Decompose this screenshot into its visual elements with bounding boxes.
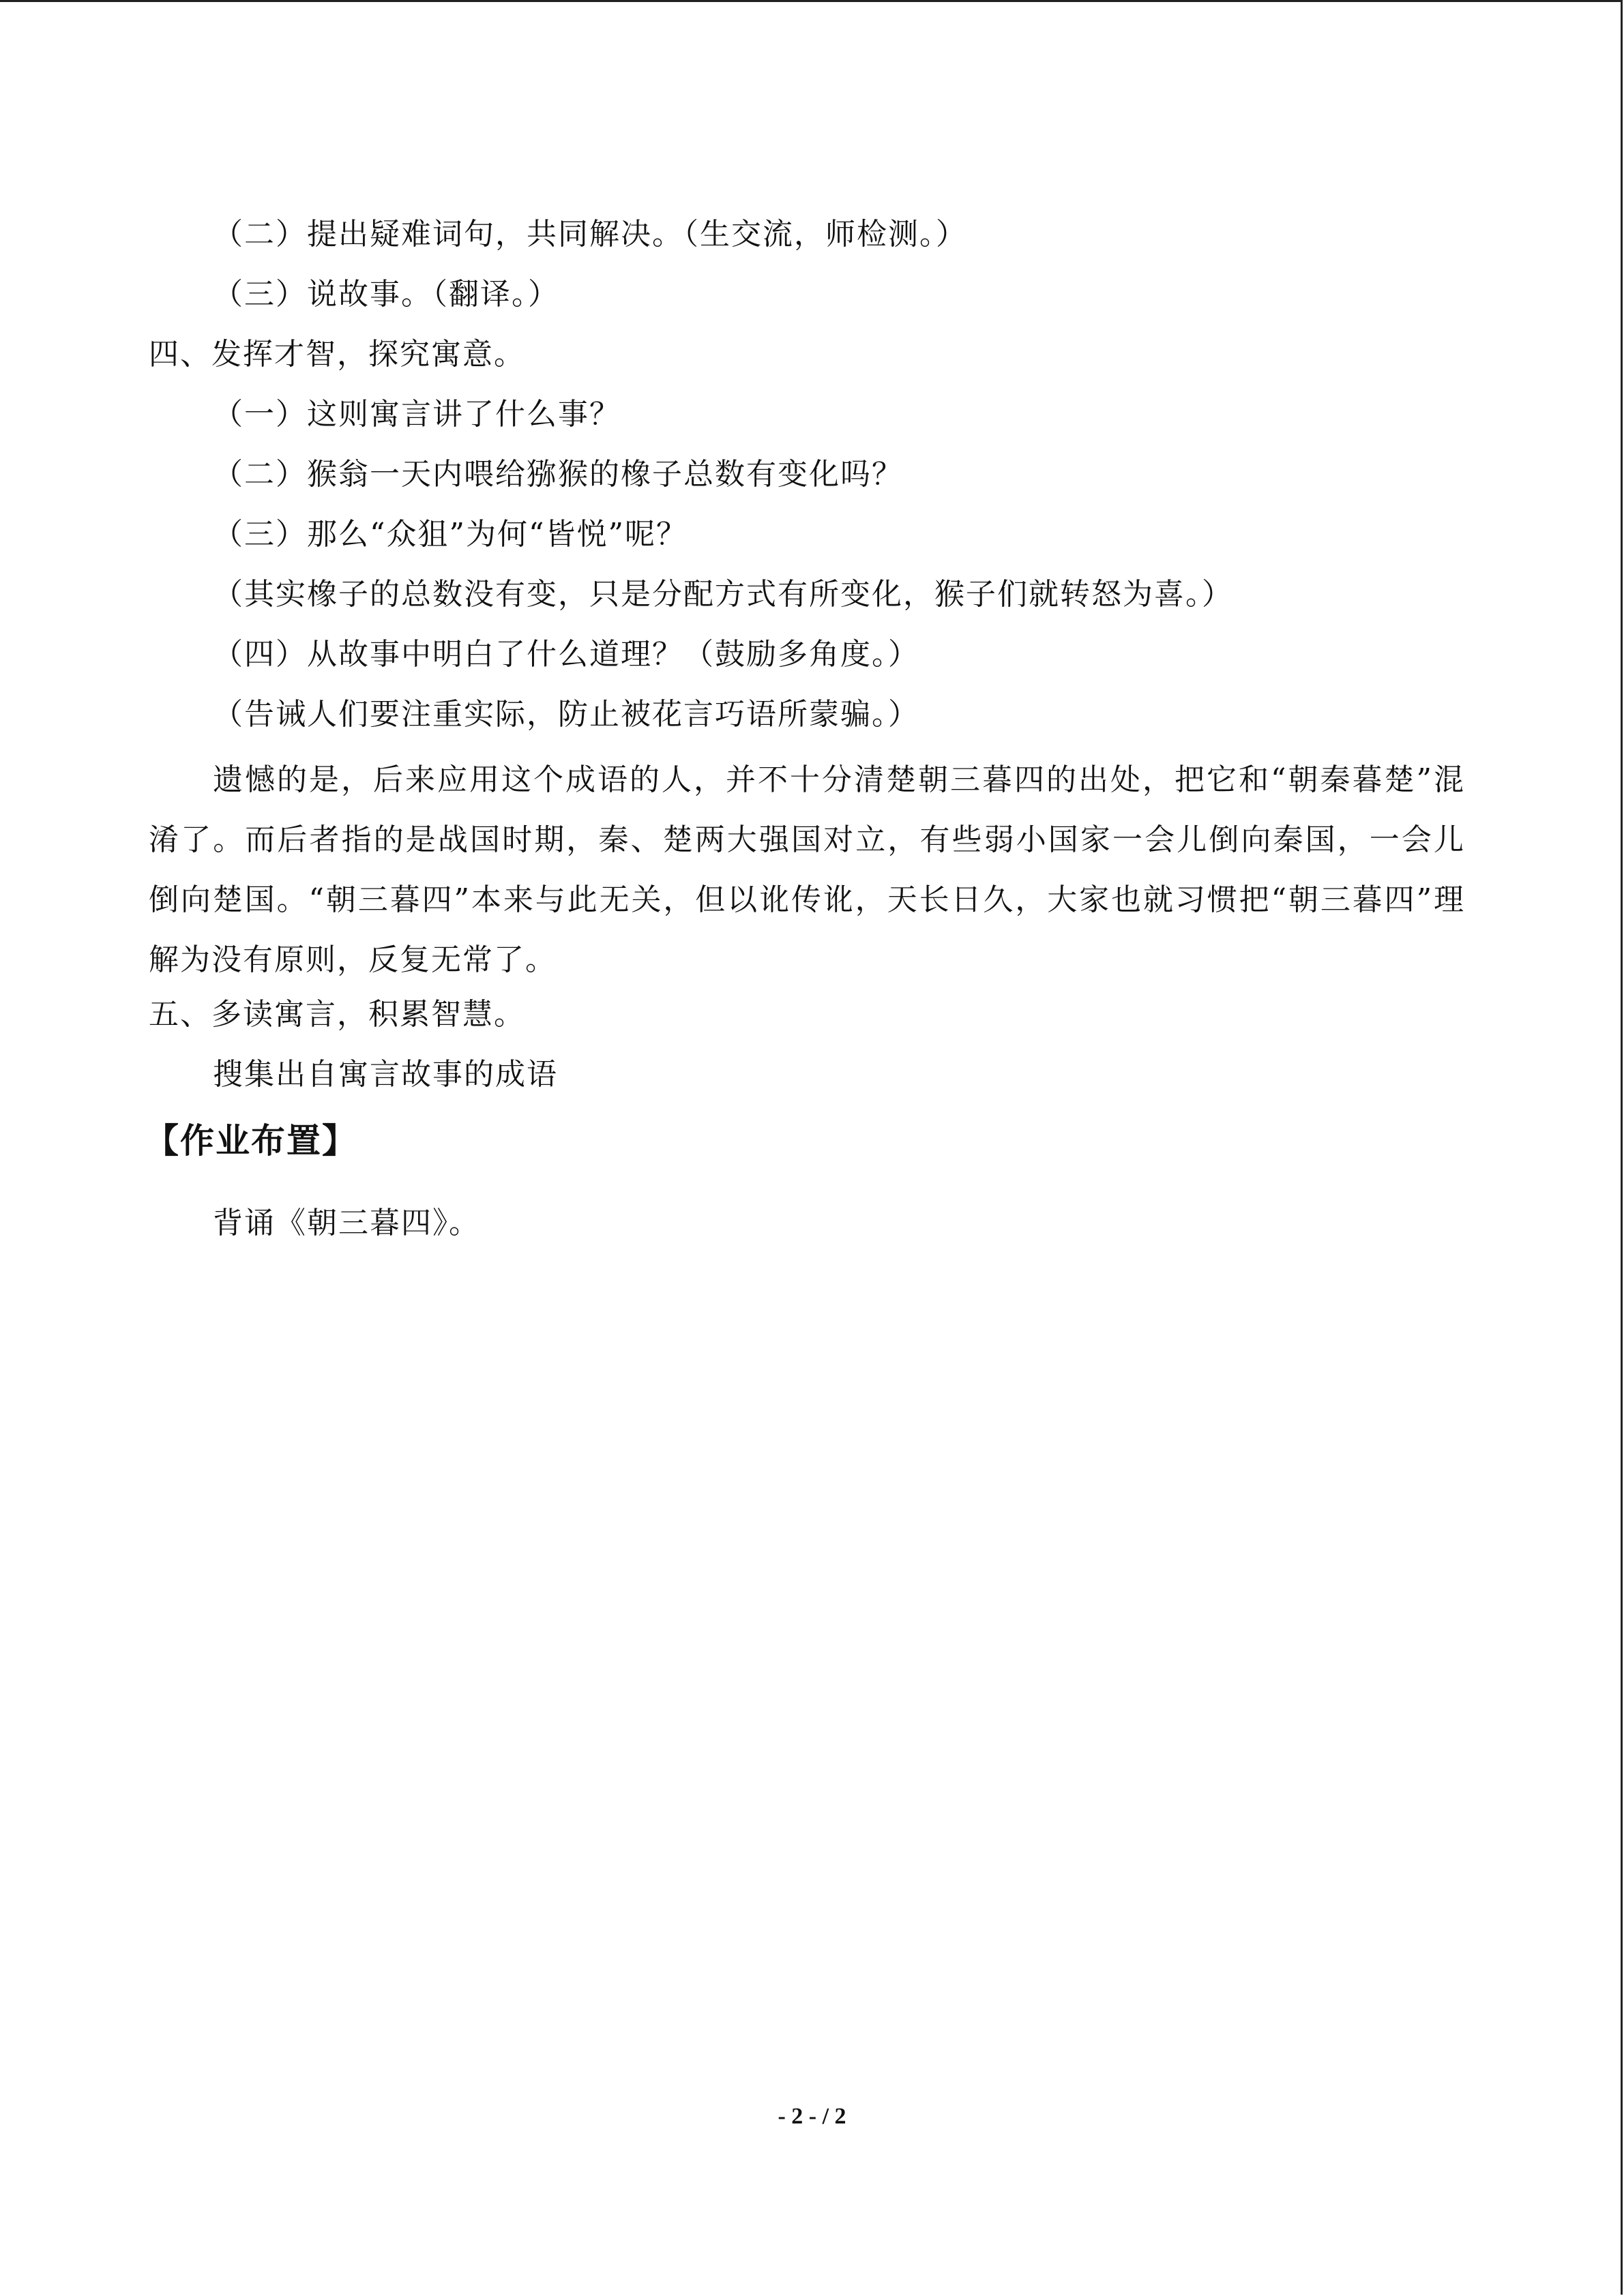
answer-4: （告诫人们要注重实际，防止被花言巧语所蒙骗。） [213,697,919,732]
homework-heading: 【作业布置】 [145,1121,357,1161]
text-line-2: （三）说故事。（翻译。） [213,277,559,312]
question-4: （四）从故事中明白了什么道理？（鼓励多角度。） [213,637,919,672]
question-2: （二）猴翁一天内喂给猕猴的橡子总数有变化吗？ [213,457,903,492]
answer-3: （其实橡子的总数没有变，只是分配方式有所变化，猴子们就转怒为喜。） [213,577,1233,612]
question-3: （三）那么“众狙”为何“皆悦”呢？ [213,517,688,552]
body-paragraph: 遗憾的是，后来应用这个成语的人，并不十分清楚朝三暮四的出处，把它和“朝秦暮楚”混淆了。而后者指的是战国时期，秦、楚两大强国对立，有些弱小国家一会儿倒向秦国，一会儿倒向楚国。“朝三暮四”本来与此无关，但以讹传讹，天长日久，大家也就习惯把“朝三暮四”理解为没有原则，反复无常了。 [149,762,1465,977]
homework-item: 背诵《朝三暮四》。 [213,1206,480,1240]
section-heading-5: 五、多读寓言，积累智慧。 [149,997,525,1032]
section-heading-4: 四、发挥才智，探究寓意。 [149,337,525,372]
section-5-item: 搜集出自寓言故事的成语 [213,1057,558,1092]
page-number: - 2 - / 2 [778,2104,846,2129]
text-line-1: （二）提出疑难词句，共同解决。（生交流，师检测。） [213,217,967,252]
question-1: （一）这则寓言讲了什么事？ [213,397,621,432]
